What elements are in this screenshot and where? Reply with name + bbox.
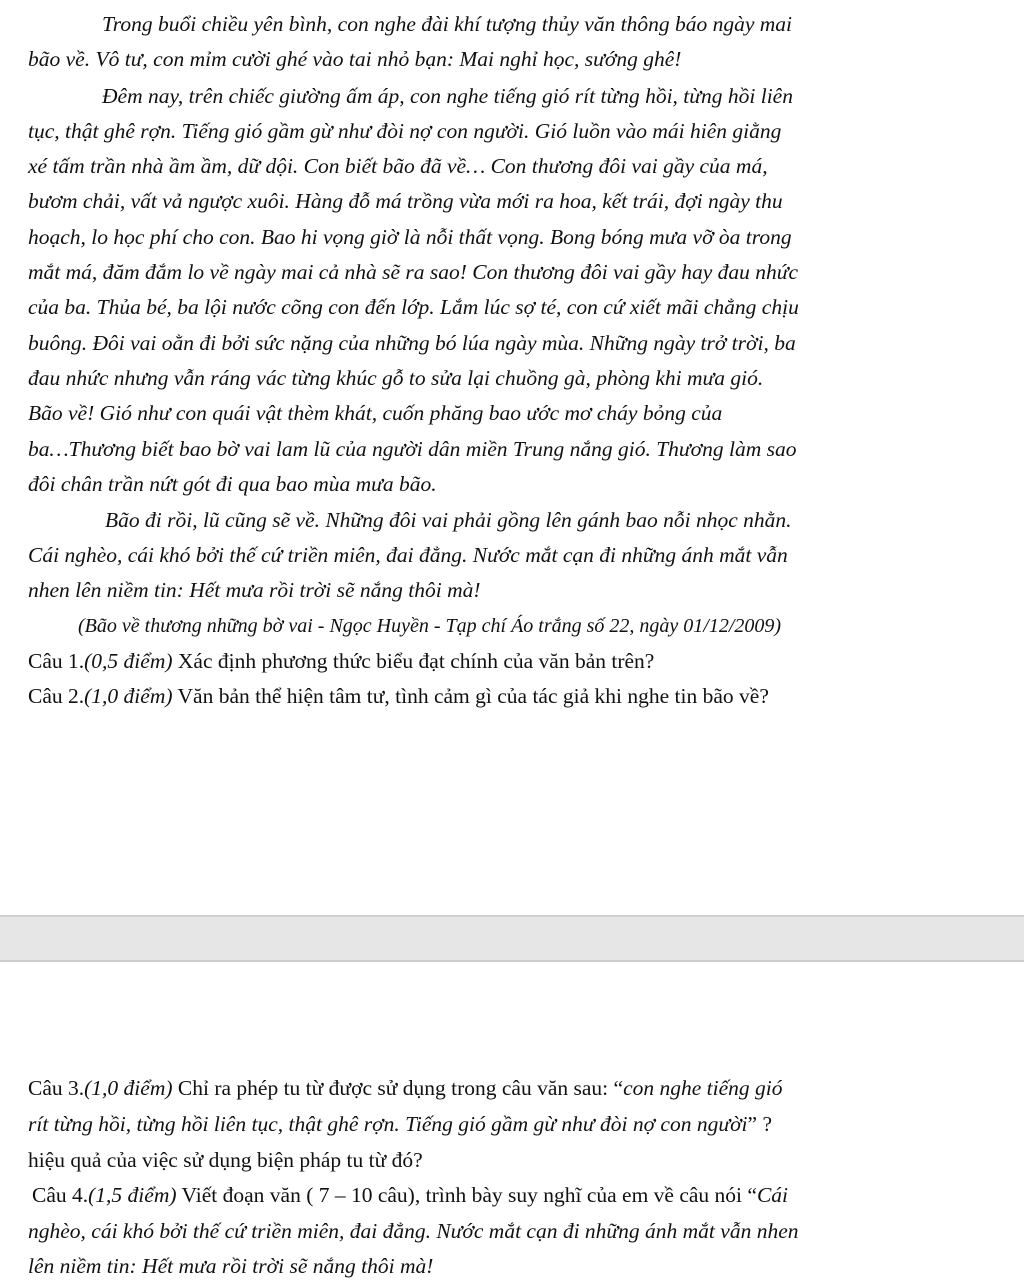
question-text: Viết đoạn văn ( 7 – 10 câu), trình bày suy nghĩ của em về câu nói “ <box>176 1183 757 1207</box>
question-text: Xác định phương thức biểu đạt chính của văn bản trên? <box>172 649 655 673</box>
passage-line: Bão về! Gió như con quái vật thèm khát, cuốn phăng bao ước mơ cháy bỏng của <box>28 401 723 425</box>
question-text: Văn bản thể hiện tâm tư, tình cảm gì của tác giả khi nghe tin bão về? <box>172 684 769 708</box>
passage-line: của ba. Thủa bé, ba lội nước cõng con đến lớp. Lắm lúc sợ té, con cứ xiết mãi chẳng chịu <box>28 295 799 319</box>
passage-line: bão về. Vô tư, con mỉm cười ghé vào tai nhỏ bạn: Mai nghỉ học, sướng ghê! <box>28 47 682 71</box>
document-page-2 <box>0 962 1024 1280</box>
quoted-sentence: Cái <box>756 1183 789 1207</box>
question-text: Chỉ ra phép tu từ được sử dụng trong câu văn sau: “ <box>172 1076 624 1100</box>
passage-line: Trong buổi chiều yên bình, con nghe đài khí tượng thủy văn thông báo ngày mai <box>102 12 793 36</box>
passage-line: tục, thật ghê rợn. Tiếng gió gầm gừ như đòi nợ con người. Gió luồn vào mái hiên giằng <box>28 119 782 143</box>
page-break <box>0 915 1024 962</box>
question-4-line-2: nghèo, cái khó bởi thế cứ triền miên, đai đẳng. Nước mắt cạn đi những ánh mắt vẫn nhen <box>28 1219 799 1243</box>
question-1 <box>28 647 654 675</box>
passage-line: Bão đi rồi, lũ cũng sẽ về. Những đôi vai phải gồng lên gánh bao nỗi nhọc nhằn. <box>105 508 792 532</box>
question-label: Câu 4. <box>32 1183 89 1207</box>
question-points: (1,5 điểm) <box>88 1183 177 1207</box>
passage-line: ba…Thương biết bao bờ vai lam lũ của người dân miền Trung nắng gió. Thương làm sao <box>28 437 797 461</box>
passage-line: bươm chải, vất vả ngược xuôi. Hàng đỗ má trồng vừa mới ra hoa, kết trái, đợi ngày thu <box>28 189 783 213</box>
quote-close: ” ? <box>747 1112 772 1136</box>
quoted-sentence: rít từng hồi, từng hồi liên tục, thật ghê rợn. Tiếng gió gầm gừ như đòi nợ con người <box>28 1112 748 1136</box>
passage-line: buông. Đôi vai oằn đi bởi sức nặng của những bó lúa ngày mùa. Những ngày trở trời, ba <box>28 331 796 355</box>
question-3 <box>28 1074 783 1102</box>
question-label: Câu 2. <box>28 684 85 708</box>
passage-line: đau nhức nhưng vẫn ráng vác từng khúc gỗ to sửa lại chuồng gà, phòng khi mưa gió. <box>28 366 764 390</box>
question-3-line-3: hiệu quả của việc sử dụng biện pháp tu từ đó? <box>28 1148 423 1172</box>
question-points: (1,0 điểm) <box>84 1076 173 1100</box>
question-4-line-3: lên niềm tin: Hết mưa rồi trời sẽ nắng thôi mà! <box>28 1254 434 1278</box>
question-4 <box>32 1181 788 1209</box>
question-2 <box>28 682 769 710</box>
source-citation: (Bão về thương những bờ vai - Ngọc Huyền - Tạp chí Áo trắng số 22, ngày 01/12/2009) <box>78 615 782 637</box>
passage-line: hoạch, lo học phí cho con. Bao hi vọng giờ là nỗi thất vọng. Bong bóng mưa vỡ òa trong <box>28 225 792 249</box>
passage-line: xé tấm trần nhà ầm ầm, dữ dội. Con biết bão đã về… Con thương đôi vai gầy của má, <box>28 154 768 178</box>
question-points: (0,5 điểm) <box>84 649 173 673</box>
question-label: Câu 3. <box>28 1076 85 1100</box>
passage-line: Đêm nay, trên chiếc giường ấm áp, con nghe tiếng gió rít từng hồi, từng hồi liên <box>102 84 793 108</box>
question-label: Câu 1. <box>28 649 85 673</box>
passage-line: mắt má, đăm đắm lo về ngày mai cả nhà sẽ ra sao! Con thương đôi vai gầy hay đau nhức <box>28 260 799 284</box>
question-points: (1,0 điểm) <box>84 684 173 708</box>
passage-line: Cái nghèo, cái khó bởi thế cứ triền miên, đai đẳng. Nước mắt cạn đi những ánh mắt vẫn <box>28 543 788 567</box>
passage-line: nhen lên niềm tin: Hết mưa rồi trời sẽ nắng thôi mà! <box>28 578 481 602</box>
passage-line: đôi chân trần nứt gót đi qua bao mùa mưa bão. <box>28 472 437 496</box>
question-3-line-2 <box>28 1110 772 1138</box>
quoted-sentence: con nghe tiếng gió <box>623 1076 783 1100</box>
